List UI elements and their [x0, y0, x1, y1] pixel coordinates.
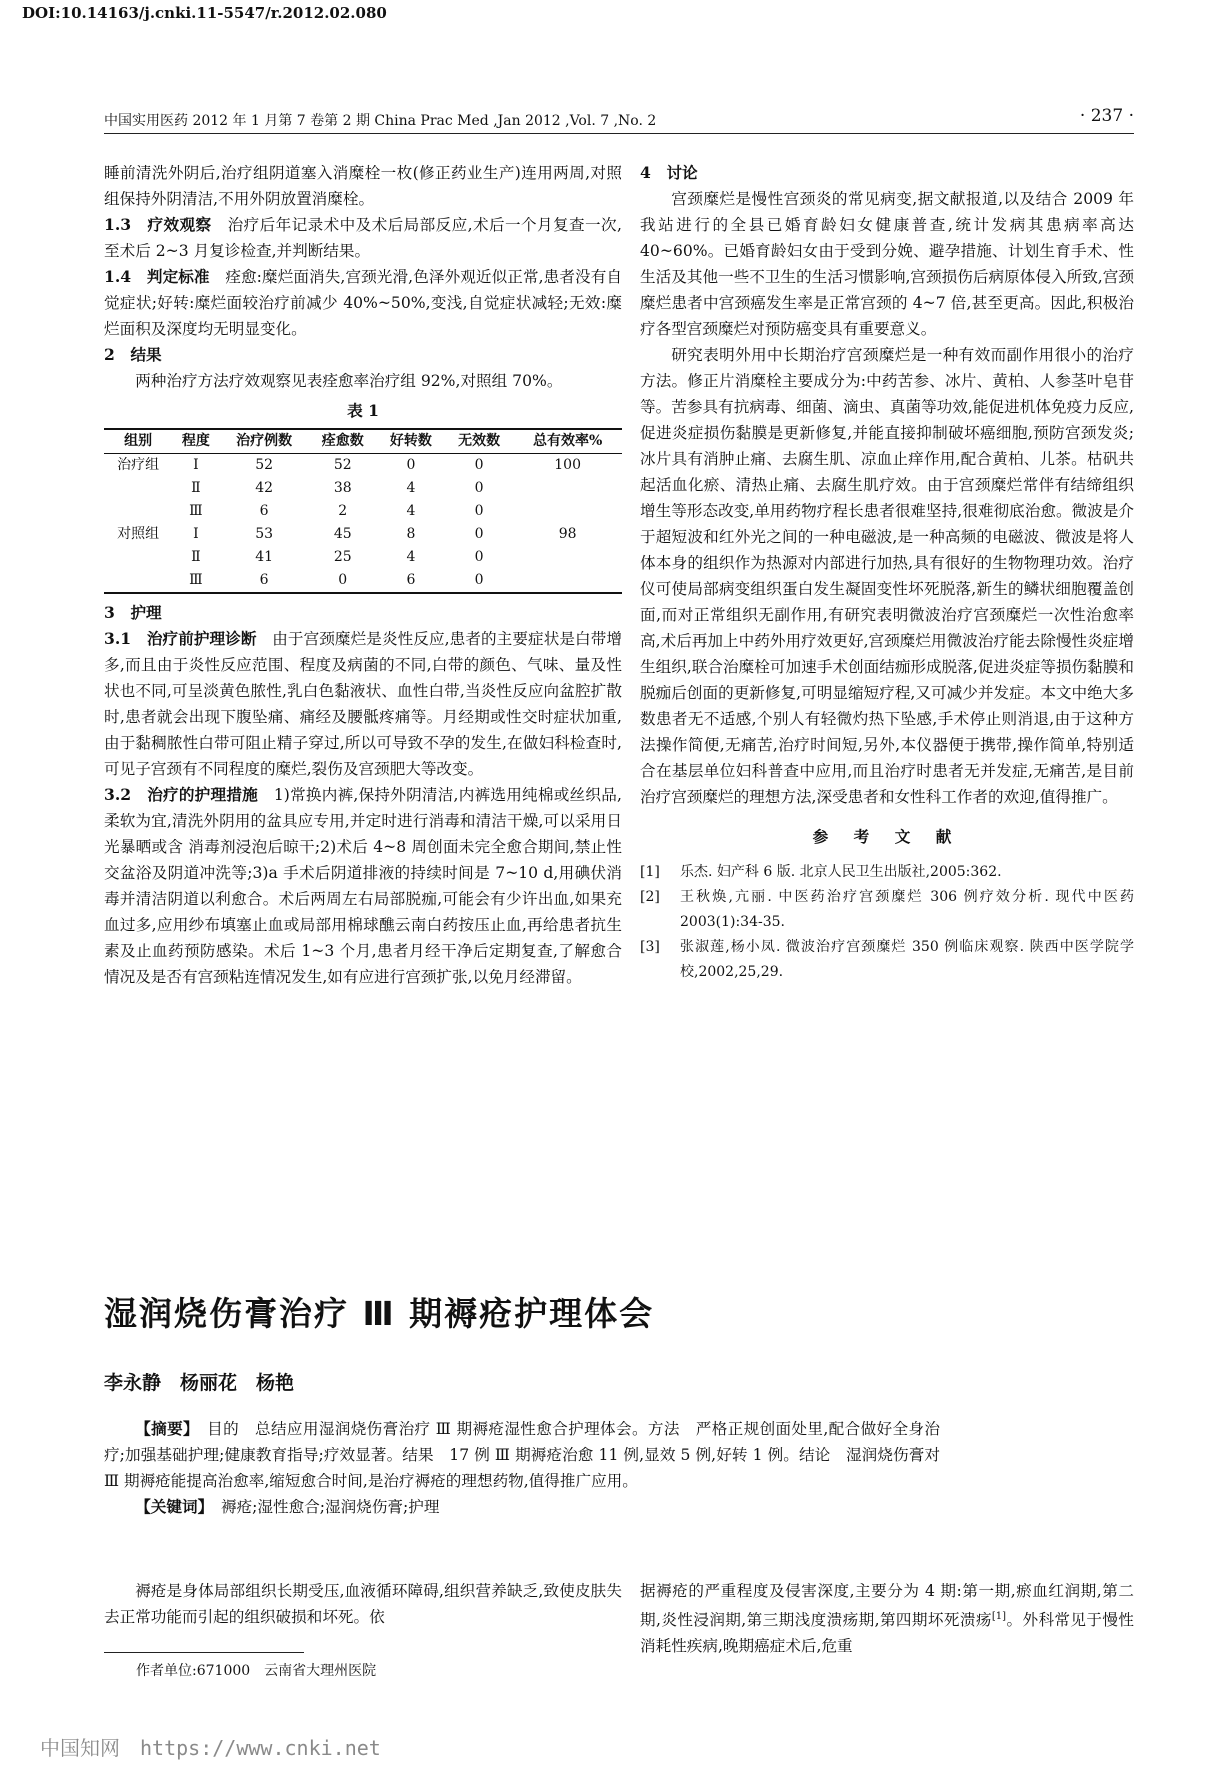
table-cell: 53: [255, 526, 274, 542]
footnote-rule: [104, 1652, 304, 1653]
section-3-1: [104, 626, 622, 782]
table-header-row: [104, 429, 622, 454]
cnki-watermark: 中国知网 https://www.cnki.net: [40, 1736, 381, 1760]
right-column: [640, 160, 1134, 985]
section-3-2: [104, 782, 622, 990]
table-row: [104, 500, 622, 523]
abstract-block: [104, 1416, 940, 1520]
abstract-text: 目的 总结应用湿润烧伤膏治疗 Ⅲ 期褥疮湿性愈合护理体会。方法 严格正规创面处里,配合做好全身治疗;加强基础护理;健康教育指导;疗效显著。结果 17 例 Ⅲ 期褥疮治愈 11 例,显效 5 例,好转 1 例。结论 湿润烧伤膏对 Ⅲ 期褥疮能提高治愈率,缩短愈合时间,是治疗褥疮的理想药物,值得推广应用。: [104, 1420, 940, 1490]
column-header: 痊愈数: [309, 429, 377, 454]
references-title: 参 考 文 献: [812, 827, 962, 846]
reference-text: 张淑莲,杨小凤. 微波治疗宫颈糜烂 350 例临床观察. 陕西中医学院学校,2002,25,29.: [680, 939, 1134, 980]
section-1-4: [104, 264, 622, 342]
abstract-label: 【摘要】: [135, 1419, 192, 1438]
table-row: [104, 477, 622, 500]
keywords-text: 褥疮;湿性愈合;湿润烧伤膏;护理: [220, 1498, 440, 1516]
section-label: 1.4 判定标准: [104, 267, 210, 286]
table-cell: 0: [406, 457, 416, 473]
table-cell: Ⅰ: [193, 457, 199, 473]
table-cell: 52: [333, 457, 352, 473]
table-cell: 41: [255, 549, 274, 565]
section-1-3: [104, 212, 622, 264]
column-header: 程度: [172, 429, 219, 454]
section-label: 3.2 治疗的护理措施: [104, 785, 258, 804]
paragraph: 研究表明外用中长期治疗宫颈糜烂是一种有效而副作用很小的治疗方法。修正片消糜栓主要成分为:中药苦参、冰片、黄柏、人参茎叶皂苷等。苦参具有抗病毒、细菌、滴虫、真菌等功效,能促进机体免疫力反应,促进炎症损伤黏膜是更新修复,并能直接抑制破坏癌细胞,预防宫颈发炎;冰片具有消肿止痛、去腐生肌、凉血止痒作用,配合黄柏、儿茶。枯矾共起活血化瘀、清热止痛、去腐生肌疗效。由于宫颈糜烂常伴有结缔组织增生等形态改变,单用药物疗程长患者很难坚持,很难彻底治愈。微波是介于超短波和红外光之间的一种电磁波,是一种高频的电磁波、微波是将人体本身的组织作为热源对内部进行加热,具有很好的生物物理功效。治疗仪可使局部病变组织蛋白发生凝固变性坏死脱落,新生的鳞状细胞覆盖创面,而对正常组织无副作用,有研究表明微波治疗宫颈糜烂一次性治愈率高,术后再加上中药外用疗效更好,宫颈糜烂用微波治疗能去除慢性炎症增生组织,联合治糜栓可加速手术创面结痂形成脱落,促进炎症等损伤黏膜和脱痂后创面的更新修复,可明显缩短疗程,又可减少并发症。本文中绝大多数患者无不适感,个别人有轻微灼热下坠感,手术停止则消退,由于这种方法操作简便,无痛苦,治疗时间短,另外,本仪器便于携带,操作简单,特别适合在基层单位妇科普查中应用,而且治疗时患者无并发症,无痛苦,是目前治疗宫颈糜烂的理想方法,深受患者和女性科工作者的欢迎,值得推广。: [640, 346, 1134, 806]
article-body-left: [104, 1578, 622, 1630]
table-cell: 4: [406, 503, 416, 519]
table-cell: 0: [474, 457, 484, 473]
table-cell: 0: [474, 503, 484, 519]
table-cell: [513, 546, 622, 569]
table-cell: 0: [309, 569, 377, 593]
article-title: 湿润烧伤膏治疗 Ⅲ 期褥疮护理体会: [104, 1294, 655, 1333]
table-cell: Ⅱ: [191, 549, 201, 565]
heading-discussion: 4 讨论: [640, 163, 698, 182]
table-cell: 对照组: [117, 526, 160, 542]
results-table: [104, 428, 622, 594]
reference-number: [3]: [640, 939, 660, 955]
table-cell: [513, 569, 622, 593]
heading-nursing: 3 护理: [104, 603, 162, 622]
reference-number: [1]: [640, 864, 660, 880]
column-header: 组别: [104, 429, 172, 454]
table-cell: [104, 546, 172, 569]
table-cell: 45: [333, 526, 352, 542]
doi-line: DOI:10.14163/j.cnki.11-5547/r.2012.02.080: [22, 4, 387, 22]
table-cell: 2: [338, 503, 348, 519]
reference-item: [640, 885, 1134, 935]
table-cell: 4: [406, 549, 416, 565]
table-row: [104, 523, 622, 546]
page-number: · 237 ·: [1079, 106, 1134, 126]
article-body-right: [640, 1578, 1134, 1659]
paragraph: 宫颈糜烂是慢性宫颈炎的常见病变,据文献报道,以及结合 2009 年我站进行的全县已婚育龄妇女健康普查,统计发病其患病率高达 40~60%。已婚育龄妇女由于受到分娩、避孕措施、计划生育手术、性生活及其他一些不卫生的生活习惯影响,宫颈损伤后病原体侵入所致,宫颈糜烂患者中宫颈癌发生率是正常宫颈的 4~7 倍,甚至更高。因此,积极治疗各型宫颈糜烂对预防癌变具有重要意义。: [640, 190, 1134, 338]
table-cell: 8: [406, 526, 416, 542]
table-cell: 98: [558, 526, 577, 542]
table-cell: [513, 500, 622, 523]
table-row: [104, 569, 622, 593]
column-header: 治疗例数: [220, 429, 309, 454]
table-cell: [104, 500, 172, 523]
journal-info: 中国实用医药 2012 年 1 月第 7 卷第 2 期 China Prac Med ,Jan 2012 ,Vol. 7 ,No. 2: [104, 113, 657, 129]
table-cell: [104, 569, 172, 593]
body-text: 。外科常见于慢性消耗性疾病,晚期癌症术后,危重: [640, 1611, 1134, 1656]
table-cell: Ⅲ: [189, 503, 203, 519]
section-text: 痊愈:糜烂面消失,宫颈光滑,色泽外观近似正常,患者没有自觉症状;好转:糜烂面较治疗前减少 40%~50%,变浅,自觉症状减轻;无效:糜烂面积及深度均无明显变化。: [104, 268, 622, 338]
reference-item: [640, 860, 1134, 885]
keywords: [104, 1494, 940, 1520]
section-text: 治疗后年记录术中及术后局部反应,术后一个月复查一次,至术后 2~3 月复诊检查,并判断结果。: [104, 216, 622, 260]
paragraph: 睡前清洗外阴后,治疗组阴道塞入消糜栓一枚(修正药业生产)连用两周,对照组保持外阴清洁,不用外阴放置消糜栓。: [104, 164, 622, 208]
table-cell: 25: [333, 549, 352, 565]
table-cell: 4: [406, 480, 416, 496]
left-column: [104, 160, 622, 990]
table-cell: 0: [474, 480, 484, 496]
table-row: [104, 454, 622, 478]
table-cell: 52: [255, 457, 274, 473]
table-cell: [513, 477, 622, 500]
table-cell: 38: [333, 480, 352, 496]
paragraph: [640, 1578, 1134, 1659]
table-cell: [104, 477, 172, 500]
reference-item: [640, 935, 1134, 985]
reference-number: [2]: [640, 889, 660, 905]
section-label: 1.3 疗效观察: [104, 215, 212, 234]
table-cell: 治疗组: [117, 457, 160, 473]
table-cell: 0: [474, 526, 484, 542]
table-cell: Ⅰ: [193, 526, 199, 542]
table-cell: Ⅲ: [172, 569, 219, 593]
article-authors: 李永静 杨丽花 杨艳: [104, 1372, 295, 1394]
table-cell: 6: [259, 503, 269, 519]
abstract: [104, 1416, 940, 1494]
body-text: 据褥疮的严重程度及侵害深度,主要分为 4 期:第一期,瘀血红润期,第二期,炎性浸润期,第三期浅度溃疡期,第四期坏死溃疡: [640, 1582, 1134, 1630]
reference-text: 王秋焕,亢丽. 中医药治疗宫颈糜烂 306 例疗效分析. 现代中医药 2003(1):34-35.: [680, 889, 1134, 930]
heading-results: 2 结果: [104, 345, 162, 364]
header-rule: [104, 133, 1134, 134]
paragraph: 两种治疗方法疗效观察见表痊愈率治疗组 92%,对照组 70%。: [135, 372, 563, 390]
references-list: [640, 860, 1134, 985]
reference-text: 乐杰. 妇产科 6 版. 北京人民卫生出版社,2005:362.: [680, 864, 1002, 880]
table-title: 表 1: [347, 401, 379, 420]
column-header: 无效数: [445, 429, 513, 454]
section-text: 由于宫颈糜烂是炎性反应,患者的主要症状是白带增多,而且由于炎性反应范围、程度及病菌的不同,白带的颜色、气味、量及性状也不同,可呈淡黄色脓性,乳白色黏液状、血性白带,当炎性反应向盆腔扩散时,患者就会出现下腹坠痛、痛经及腰骶疼痛等。月经期或性交时症状加重,由于黏稠脓性白带可阻止精子穿过,所以可导致不孕的发生,在做妇科检查时,可见子宫颈有不同程度的糜烂,裂伤及宫颈肥大等改变。: [104, 630, 622, 778]
table-cell: Ⅱ: [191, 480, 201, 496]
table-cell: 0: [445, 569, 513, 593]
table-cell: 42: [255, 480, 274, 496]
table-row: [104, 546, 622, 569]
keywords-label: 【关键词】: [135, 1497, 206, 1516]
table-cell: 100: [554, 457, 581, 473]
table-cell: 6: [377, 569, 445, 593]
section-label: 3.1 治疗前护理诊断: [104, 629, 257, 648]
section-text: 1)常换内裤,保持外阴清洁,内裤选用纯棉或丝织品,柔软为宜,清洗外阴用的盆具应专用,并定时进行消毒和清洁干燥,可以采用日光暴晒或含 消毒剂浸泡后晾干;2)术后 4~8 周创面未完全愈合期间,禁止性交盆浴及阴道冲洗等;3)a 手术后阴道排液的持续时间是 7~10 d,用碘伏消毒并清洁阴道以利愈合。术后两周左右局部脱痂,可能会有少许出血,如果充血过多,应用纱布填塞止血或局部用棉球醮云南白药按压止血,再给患者抗生素及止血药预防感染。术后 1~3 个月,患者月经干净后定期复查,了解愈合情况及是否有宫颈粘连情况发生,如有应进行宫颈扩张,以免月经滞留。: [104, 786, 622, 986]
citation-superscript: [1]: [991, 1611, 1007, 1622]
column-header: 好转数: [377, 429, 445, 454]
column-header: 总有效率%: [513, 429, 622, 454]
paragraph: 褥疮是身体局部组织长期受压,血液循环障碍,组织营养缺乏,致使皮肤失去正常功能而引起的组织破损和坏死。依: [104, 1582, 622, 1626]
author-affiliation: 作者单位:671000 云南省大理州医院: [136, 1663, 377, 1679]
table-cell: 6: [220, 569, 309, 593]
table-cell: 0: [474, 549, 484, 565]
